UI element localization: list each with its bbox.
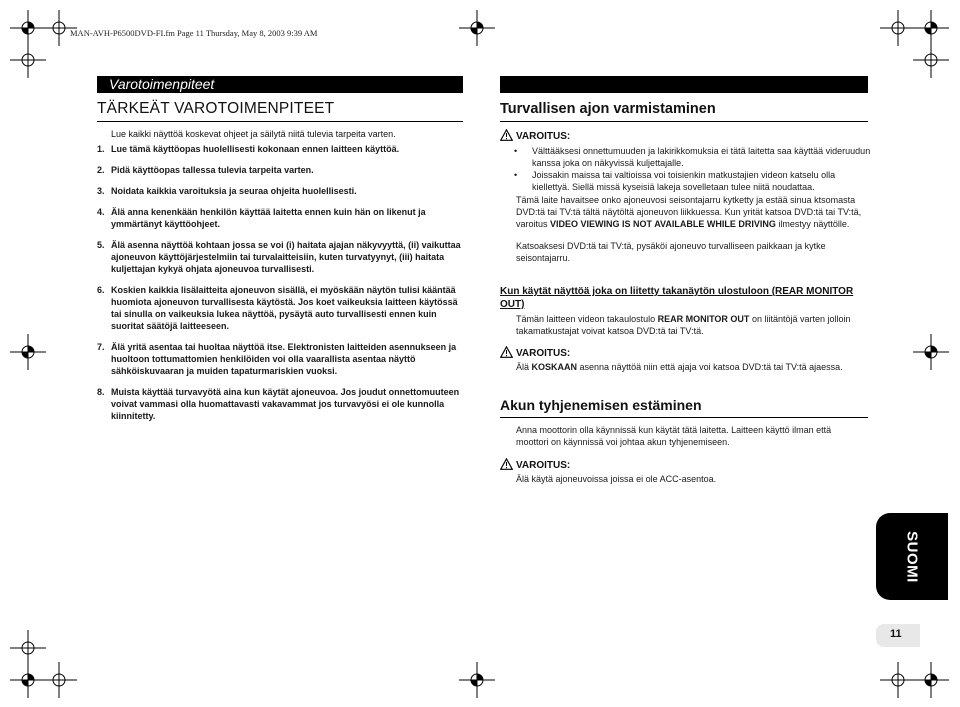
list-item: 5. Älä asenna näyttöä kohtaan jossa se voi (i) haitata ajajan näkyvyyttä, (ii) vaikuttaa ajoneuvon käyttöjärjestelmiin tai turvalaitteisiin, kuten turvatyynyt, (iii) haitata kuljettajan kykyä ohjata ajoneuvoa turvallisesti. xyxy=(97,240,461,274)
list-item: 1. Lue tämä käyttöopas huolellisesti kokonaan ennen laitteen käyttöä. xyxy=(97,144,400,154)
registration-mark-bottom-left-inner xyxy=(41,662,77,698)
file-info-line: MAN-AVH-P6500DVD-FI.fm Page 11 Thursday, May 8, 2003 9:39 AM xyxy=(70,28,318,38)
page-title: TÄRKEÄT VAROTOIMENPITEET xyxy=(97,100,335,117)
warning-heading: VAROITUS: xyxy=(500,129,570,143)
section-banner xyxy=(97,76,463,93)
language-tab-label: SUOMI xyxy=(903,530,921,583)
registration-mark-right-mid xyxy=(913,334,949,370)
list-item: 8. Muista käyttää turvavyötä aina kun käytät ajoneuvoa. Jos joudut onnettomuuteen voivat vammasi olla huomattavasti vakavammat jos turvavyösi ei ole kunnolla kiinnitetty. xyxy=(97,387,460,421)
registration-mark-left-upper xyxy=(10,42,46,78)
warning-bullet: • Välttääksesi onnettumuuden ja lakirikkomuksia ei tätä laitetta saa käyttää videruudun kanssa joka on näkyvissä kuljettajalle. xyxy=(514,146,871,168)
warning-triangle-icon xyxy=(500,458,513,470)
precautions-list xyxy=(97,143,467,431)
registration-mark-top-mid xyxy=(459,10,495,46)
registration-mark-right-upper xyxy=(913,42,949,78)
registration-mark-bottom-right-inner xyxy=(880,662,916,698)
parking-paragraph: Katsoaksesi DVD:tä tai TV:tä, pysäköi ajoneuvo turvalliseen paikkaan ja kytke seisontajarru. xyxy=(516,241,826,263)
warning-bullet: • Joissakin maissa tai valtioissa voi toisienkin matkustajien videon katselu olla kiellettyä. Siellä missä kyseisiä lakeja sovelletaan tulee niitä noudattaa. xyxy=(514,170,836,192)
parking-brake-paragraph: Tämä laite havaitsee onko ajoneuvosi seisontajarru kytketty ja estää sinua ktsomasta DVD:tä tai TV:tä tältä näytöltä ajoneuvon liikkuessa. Kun yrität katsoa DVD:tä tai TV:tä, varoitus VIDEO VIEWING IS NOT AVAILABLE WHILE DRIVING ilmestyy näyttölle. xyxy=(516,195,862,229)
warning-triangle-icon xyxy=(500,129,513,141)
registration-mark-left-lower xyxy=(10,630,46,666)
right-banner xyxy=(500,76,868,93)
battery-heading: Akun tyhjenemisen estäminen xyxy=(500,397,702,413)
list-item: 6. Koskien kaikkia lisälaitteita ajoneuvon sisällä, ei myöskään näytön tulisi kääntää huomiota ajoneuvon turvallisesta käytöstä. Jos koet vaikeuksia laitteen käytössä tai sinulla on vaikeuksia lukea näyttöä, pysäytä auto turvallisesti ennen kuin suoritat säätöjä laitteeseen. xyxy=(97,285,458,331)
warning-triangle-icon xyxy=(500,346,513,358)
list-item: 7. Älä yritä asentaa tai huoltaa näyttöä itse. Elektronisten laitteiden asennukseen ja huoltoon tottumattomien henkilöiden voi olla vaarallista asentaa näyttö sähköiskuvaaran ja muiden tapaturmariskien vuoksi. xyxy=(97,342,457,376)
rear-monitor-paragraph: Tämän laitteen videon takaulostulo REAR MONITOR OUT on liitäntöjä varten jolloin takamatkustajat voivat katsoa DVD:tä tai TV:tä. xyxy=(516,314,851,336)
registration-mark-left-mid xyxy=(10,334,46,370)
battery-paragraph: Anna moottorin olla käynnissä kun käytät tätä laitetta. Laitteen käyttö ilman että moottori on käynnissä voi johtaa akun tyhjenemiseen. xyxy=(516,425,832,447)
registration-mark-top-right xyxy=(913,10,949,46)
registration-mark-bottom-right xyxy=(913,662,949,698)
warning-heading: VAROITUS: xyxy=(500,458,570,472)
page-number-box xyxy=(876,624,920,647)
right-title-rule xyxy=(500,121,868,122)
safe-driving-title: Turvallisen ajon varmistaminen xyxy=(500,101,716,117)
rear-monitor-heading: Kun käytät näyttöä joka on liitetty takanäytön ulostuloon (REAR MONITOR OUT) xyxy=(500,286,854,310)
section-banner-label: Varotoimenpiteet xyxy=(109,76,215,92)
intro-text: Lue kaikki näyttöä koskevat ohjeet ja säilytä niitä tulevia tarpeita varten. xyxy=(111,129,396,139)
title-rule xyxy=(97,121,463,122)
language-tab xyxy=(876,513,948,600)
registration-mark-bottom-mid xyxy=(459,662,495,698)
list-item: 3. Noidata kaikkia varoituksia ja seuraa ohjeita huolellisesti. xyxy=(97,186,357,196)
page-number: 11 xyxy=(890,628,902,640)
warning-heading: VAROITUS: xyxy=(500,346,570,360)
list-item: 4. Älä anna kenenkään henkilön käyttää laitetta ennen kuin hän on likenut ja ymmärtänyt käyttöohjeet. xyxy=(97,207,426,229)
rear-monitor-warning-text: Älä KOSKAAN asenna näyttöä niin että ajaja voi katsoa DVD:tä tai TV:tä ajaessa. xyxy=(516,362,843,372)
battery-warning-text: Älä käytä ajoneuvoissa joissa ei ole ACC-asentoa. xyxy=(516,474,717,484)
registration-mark-top-right-inner xyxy=(880,10,916,46)
battery-heading-rule xyxy=(500,417,868,418)
list-item: 2. Pidä käyttöopas tallessa tulevia tarpeita varten. xyxy=(97,165,314,175)
